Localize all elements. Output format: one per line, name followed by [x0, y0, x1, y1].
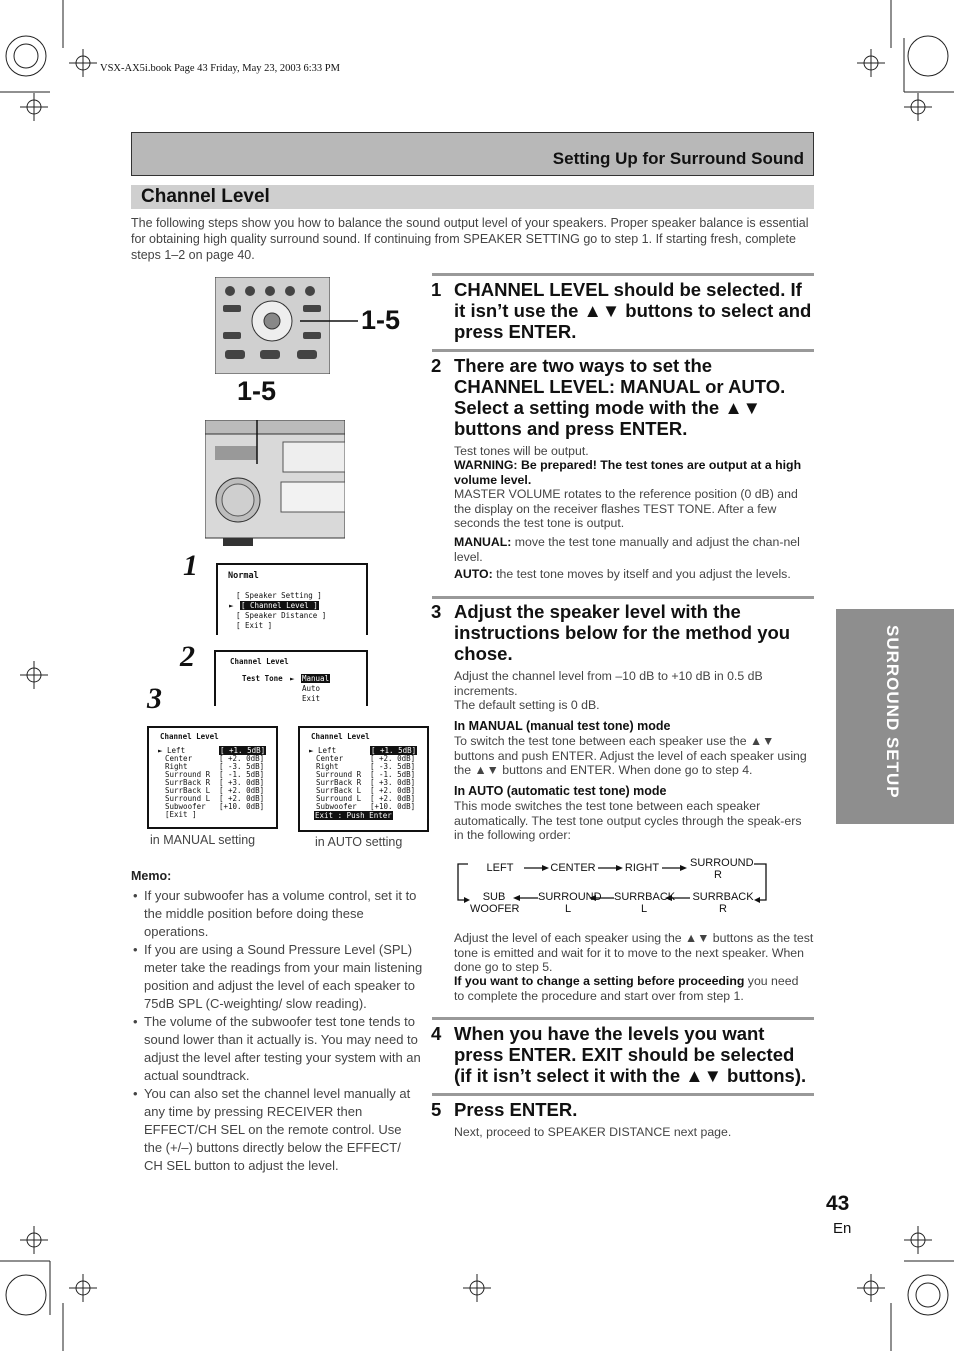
flow-left: LEFT: [486, 862, 514, 874]
flow-surround-r: SURROUND R: [690, 857, 754, 881]
osd-row-value: [ +2. 0dB]: [219, 794, 265, 803]
header-title: Setting Up for Surround Sound: [552, 149, 804, 168]
osd-row-label: Center: [165, 754, 193, 763]
step-5-text: Next, proceed to SPEAKER DISTANCE next page.: [454, 1125, 732, 1139]
osd-option: Exit: [302, 694, 321, 703]
step-divider: [432, 349, 814, 352]
osd-row-label: SurrBack L: [316, 786, 362, 795]
caption-auto: in AUTO setting: [315, 835, 403, 849]
manual-mode-heading: In MANUAL (manual test tone) mode: [454, 719, 671, 733]
step-1-heading: [431, 279, 814, 342]
section-title: Channel Level: [141, 186, 270, 207]
osd-item: [ Speaker Setting ]: [236, 591, 322, 600]
step-5-heading: [431, 1099, 814, 1120]
side-tab: [836, 609, 954, 824]
note-text: you need to complete the procedure and start over from step 1.: [454, 974, 799, 1003]
step-number: 2: [431, 355, 442, 376]
step-number: 1: [431, 279, 442, 300]
step-title: CHANNEL LEVEL should be selected. If it isn’t use the ▲▼ buttons to select and press ENTER.: [454, 279, 812, 342]
step-divider: [432, 1093, 814, 1096]
memo-item: • If your subwoofer has a volume control, set it to the middle position before doing these operations.: [131, 887, 423, 941]
osd-footer: Exit : Push Enter: [315, 811, 392, 820]
osd-row-label: Surround R: [316, 770, 362, 779]
step-divider: [432, 1017, 814, 1020]
step-3-note: [454, 974, 812, 1003]
osd-row-label: Subwoofer: [165, 802, 206, 811]
flow-surrback-r: SURRBACK R: [692, 891, 754, 915]
step-3-text: Adjust the level of each speaker using the ▲▼ buttons as the test tone is emitted and wait for it to move to the next speaker. When done go to step 5.: [454, 931, 814, 975]
osd-row-label: Right: [316, 762, 339, 771]
step-2-warning: [454, 458, 814, 487]
memo-item: • The volume of the subwoofer test tone tends to sound lower than it actually is. You may need to adjust the level after testing your system with an actual soundtrack.: [131, 1013, 423, 1085]
osd-auto-levels: [298, 726, 429, 832]
intro-paragraph: The following steps show you how to balance the sound output level of your speakers. Proper speaker balance is essential for obtaining high quality surround sound. If continuing from SPEAKER SETTING go to step 1. If starting fresh, complete steps 1–2 on page 40.: [131, 216, 809, 262]
step-2-auto: [454, 567, 814, 582]
step-title: Press ENTER.: [454, 1099, 578, 1120]
osd-row-value: [ -3. 5dB]: [370, 762, 416, 771]
osd-row-label: Surround L: [316, 794, 362, 803]
header-bar: [131, 132, 814, 176]
step-3-heading: [431, 601, 814, 664]
memo-list: [131, 887, 423, 1175]
osd-option: Auto: [302, 684, 321, 693]
step-2-manual: [454, 535, 814, 564]
page-language: En: [833, 1220, 852, 1237]
osd-row-value: [ -1. 5dB]: [219, 770, 265, 779]
flow-center: CENTER: [550, 862, 596, 874]
osd-item: [ Speaker Distance ]: [236, 611, 327, 620]
osd-title: Channel Level: [311, 732, 370, 741]
osd-row-label: SurrBack R: [165, 778, 211, 787]
osd-row-value: [ -1. 5dB]: [370, 770, 416, 779]
osd-title: Normal: [228, 571, 259, 581]
osd-row-value: [ +2. 0dB]: [370, 786, 416, 795]
osd-cursor: ►: [229, 601, 234, 610]
osd-title: Channel Level: [230, 657, 289, 666]
osd-item: [ Exit ]: [236, 621, 273, 630]
manual-mode-text: To switch the test tone between each speaker use the ▲▼ buttons and push ENTER. Adjust the level of each speaker using the ▲▼ buttons and ENTER. When done go to step 4.: [454, 734, 807, 778]
memo-item: • If you are using a Sound Pressure Level (SPL) meter take the readings from your main listening position and adjust the level of each speaker to 75dB SPL (C-weighting/ slow reading).: [131, 941, 423, 1013]
osd-row-label: ► Left: [158, 746, 186, 755]
remote-step-label: 1-5: [361, 305, 401, 335]
osd-row-label: [Exit ]: [165, 810, 197, 819]
step-4-heading: [431, 1023, 814, 1086]
file-info: VSX-AX5i.book Page 43 Friday, May 23, 2003 6:33 PM: [100, 63, 340, 74]
step-number: 5: [431, 1099, 442, 1120]
osd-row-label: Surround L: [165, 794, 211, 803]
warning-text: WARNING: Be prepared! The test tones are output at a high volume level.: [454, 458, 802, 487]
step-number: 4: [431, 1023, 442, 1044]
osd-row-value: [ +1. 5dB]: [371, 746, 417, 755]
flow-subwoofer: SUB WOOFER: [470, 891, 520, 915]
step-divider: [432, 596, 814, 599]
figure-step-1: 1: [183, 549, 198, 582]
step-2-text: MASTER VOLUME rotates to the reference position (0 dB) and the display on the receiver flashes TEST TONE. After a few seconds the test tone is output.: [454, 487, 798, 531]
osd-row-value: [ +2. 0dB]: [370, 754, 416, 763]
step-title: When you have the levels you want press ENTER. EXIT should be selected (if it isn’t select it with the ▲▼ buttons).: [454, 1023, 807, 1086]
step-divider: [432, 273, 814, 276]
flow-right: RIGHT: [624, 862, 660, 874]
step-2-text: Test tones will be output.: [454, 444, 589, 458]
osd-row-label: SurrBack L: [165, 786, 211, 795]
osd-option-selected: Manual: [302, 674, 330, 683]
receiver-step-label: 1-5: [237, 376, 277, 406]
osd-manual-levels: [147, 726, 278, 829]
section-bar: [131, 185, 814, 209]
receiver-illustration: [205, 420, 345, 548]
osd-row-label: Right: [165, 762, 188, 771]
label-line: [300, 315, 360, 335]
osd-row-value: [ -3. 5dB]: [219, 762, 265, 771]
osd-row-value: [ +2. 0dB]: [370, 794, 416, 803]
step-title: There are two ways to set the CHANNEL LEVEL: MANUAL or AUTO. Select a setting mode with the ▲▼ buttons and press ENTER.: [454, 355, 786, 439]
memo-title: Memo:: [131, 869, 172, 883]
osd-row-value: [+10. 0dB]: [370, 802, 416, 811]
step-number: 3: [431, 601, 442, 622]
auto-mode-heading: In AUTO (automatic test tone) mode: [454, 784, 667, 798]
osd-row-value: [ +2. 0dB]: [219, 754, 265, 763]
figure-step-2: 2: [180, 640, 195, 673]
auto-mode-text: This mode switches the test tone between each speaker automatically. The test tone output cycles through the speak-ers in the following order:: [454, 799, 802, 843]
manual-label: MANUAL:: [454, 535, 512, 549]
figure-step-3: 3: [147, 682, 162, 715]
step-3-text: The default setting is 0 dB.: [454, 698, 600, 712]
auto-label: AUTO:: [454, 567, 493, 581]
osd-row-value: [ +2. 0dB]: [219, 786, 265, 795]
osd-row-label: Center: [316, 754, 344, 763]
osd-title: Channel Level: [160, 732, 219, 741]
osd-item-selected: [ Channel Level ]: [241, 601, 318, 610]
manual-text: move the test tone manually and adjust the chan-nel level.: [454, 535, 800, 564]
osd-row-value: [ +3. 0dB]: [370, 778, 416, 787]
osd-row-label: ► Left: [309, 746, 337, 755]
osd-row-value: [+10. 0dB]: [219, 802, 265, 811]
step-3-text: Adjust the channel level from –10 dB to +10 dB in 0.5 dB increments.: [454, 669, 763, 698]
osd-row-value: [ +3. 0dB]: [219, 778, 265, 787]
flow-surround-l: SURROUND L: [538, 891, 602, 915]
flow-surrback-l: SURRBACK L: [614, 891, 676, 915]
step-title: Adjust the speaker level with the instructions below for the method you chose.: [454, 601, 791, 664]
page-number: 43: [826, 1192, 850, 1215]
auto-text: the test tone moves by itself and you adjust the levels.: [492, 567, 791, 581]
side-tab-label: SURROUND SETUP: [883, 625, 902, 799]
osd-row-value: [ +1. 5dB]: [220, 746, 266, 755]
osd-test-tone-menu: Channel Level Test Tone ► Manual Auto Exit: [214, 650, 368, 706]
osd-row-label: Subwoofer: [316, 802, 357, 811]
memo-item: • You can also set the channel level manually at any time by pressing RECEIVER then EFFECT/CH SEL on the remote control. Use the (+/–) buttons directly below the EFFECT/ CH SEL button to adjust the level.: [131, 1085, 423, 1175]
note-bold: If you want to change a setting before proceeding: [454, 974, 745, 988]
osd-row-label: Surround R: [165, 770, 211, 779]
osd-normal-menu: [216, 563, 368, 635]
caption-manual: in MANUAL setting: [150, 833, 256, 847]
step-2-heading: [431, 355, 804, 439]
osd-row-label: SurrBack R: [316, 778, 362, 787]
osd-label: Test Tone: [242, 674, 283, 683]
